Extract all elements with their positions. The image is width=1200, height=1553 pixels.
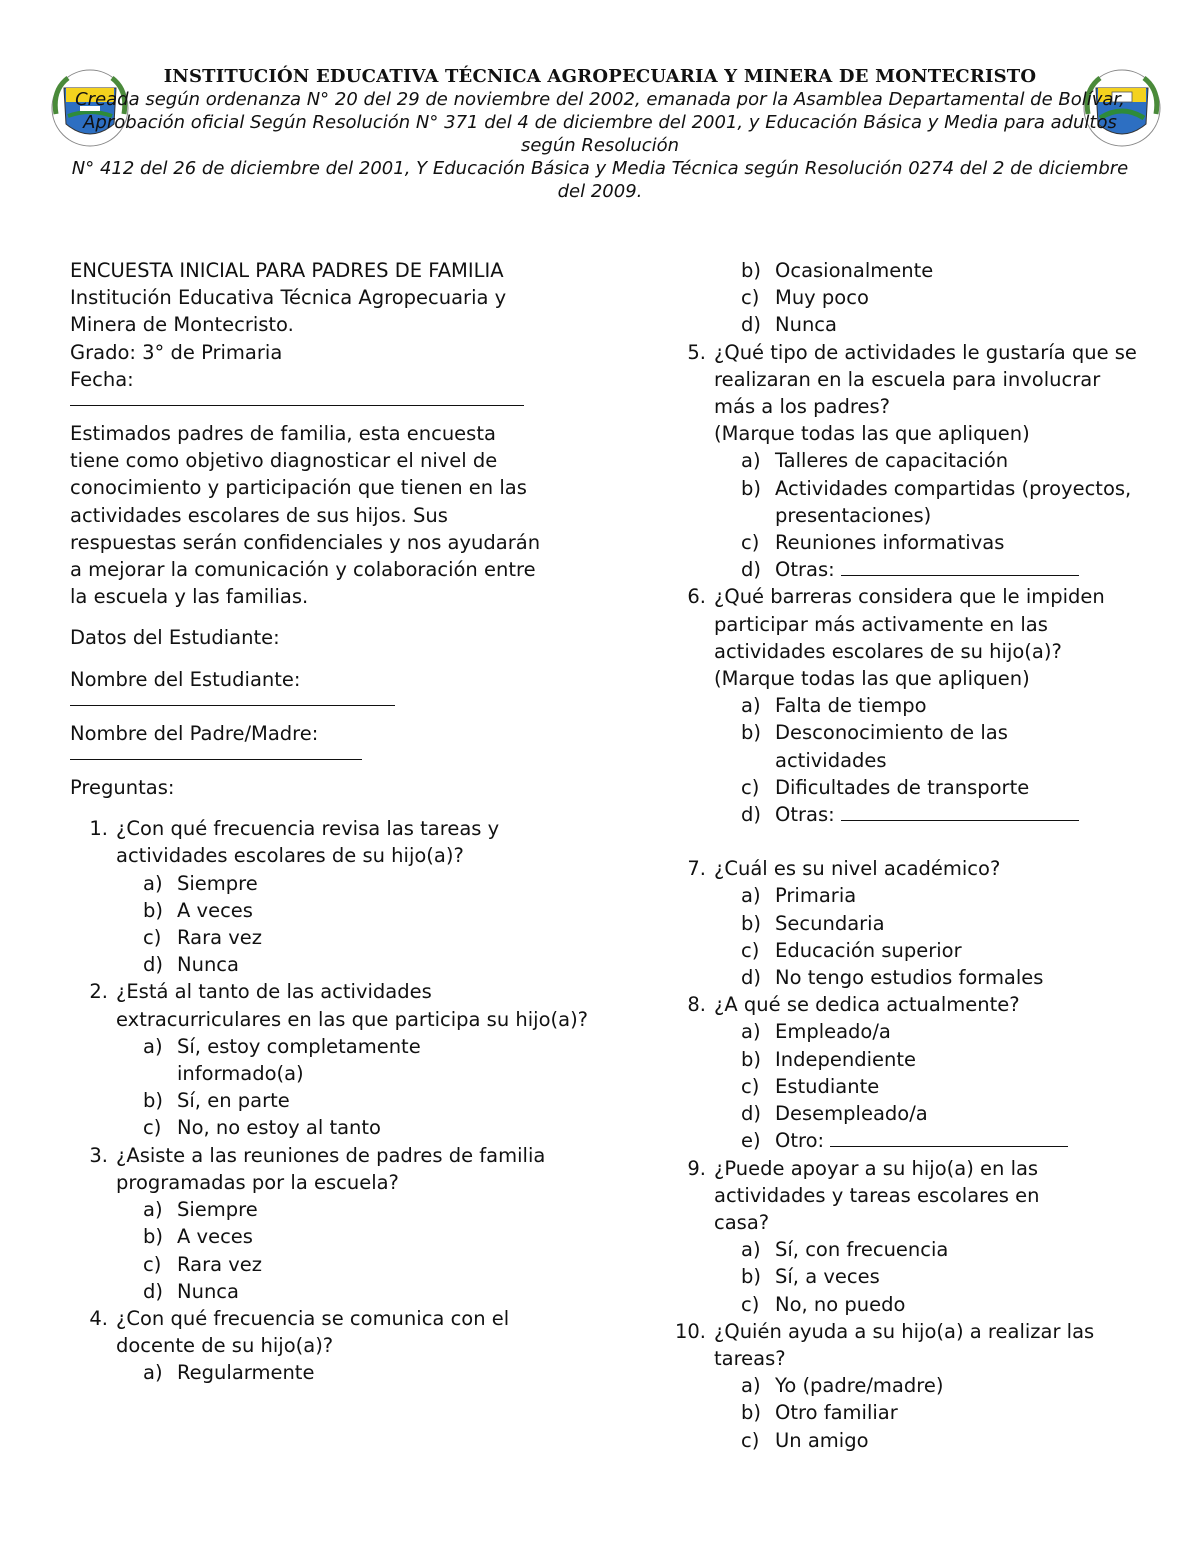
parent-name-blank-line[interactable] [70, 758, 362, 760]
question-number: 1. [89, 817, 108, 841]
survey-title: ENCUESTA INICIAL PARA PADRES DE FAMILIA [70, 259, 504, 282]
answer-option[interactable]: a) Falta de tiempo [741, 694, 927, 718]
header-approval-line: Aprobación oficial Según Resolución N° 371 del 4 de diciembre del 2001, y Educación Básica y Media para adultos según Resolución [83, 112, 1117, 156]
question-number: 2. [89, 980, 108, 1004]
grade-line: Grado: 3° de Primaria [70, 340, 283, 364]
answer-option[interactable]: b) Actividades compartidas (proyectos, presentaciones) [741, 476, 1132, 527]
answer-option[interactable]: d) Desempleado/a [741, 1102, 928, 1126]
answer-option[interactable]: b) A veces [143, 898, 253, 922]
answer-option[interactable]: b) A veces [143, 1225, 253, 1249]
student-data-label: Datos del Estudiante: [70, 626, 280, 650]
question-text: ¿Qué barreras considera que le impiden participar más activamente en las actividades escolares de su hijo(a)? [714, 585, 1105, 663]
answer-option[interactable]: c) Reuniones informativas [741, 531, 1005, 555]
left-column [70, 257, 590, 1387]
question-number: 8. [687, 993, 706, 1017]
answer-option[interactable]: b) Independiente [741, 1047, 917, 1071]
answer-option[interactable]: a) Siempre [143, 871, 258, 895]
answer-option[interactable]: d) Nunca [143, 953, 239, 977]
answer-option[interactable]: c) Rara vez [143, 926, 263, 950]
answer-option[interactable]: c) No, no puedo [741, 1292, 906, 1316]
header-creation-line: Creada según ordenanza N° 20 del 29 de noviembre del 2002, emanada por la Asamblea Departamental de Bolívar, [75, 89, 1125, 110]
answer-option[interactable]: c) Educación superior [741, 938, 962, 962]
intro-paragraph: Estimados padres de familia, esta encuesta tiene como objetivo diagnosticar el nivel de conocimiento y participación que tienen en las actividades escolares de sus hijos. Sus respuestas serán confidenciales y nos ayudarán a mejorar la comunicación y colaboración entre la escuela y las familias. [70, 422, 541, 609]
question-number: 3. [89, 1143, 108, 1167]
answer-option[interactable]: a) Primaria [741, 884, 857, 908]
answer-option[interactable]: b) Ocasionalmente [741, 259, 934, 282]
answer-option[interactable]: c) Estudiante [741, 1074, 880, 1098]
answer-option[interactable]: b) Secundaria [741, 911, 885, 935]
question-text: ¿Con qué frecuencia revisa las tareas y actividades escolares de su hijo(a)? [116, 817, 500, 868]
question-6 [668, 583, 1138, 828]
question-number: 6. [687, 585, 706, 609]
question-number: 10. [674, 1319, 706, 1343]
answer-option[interactable]: e) Otro: [741, 1127, 1138, 1154]
answer-option[interactable]: a) Empleado/a [741, 1020, 891, 1044]
question-number: 7. [687, 857, 706, 881]
question-note: (Marque todas las que apliquen) [714, 422, 1030, 446]
question-text: ¿Está al tanto de las actividades extracurriculares en las que participa su hijo(a)? [116, 980, 589, 1031]
question-2 [70, 978, 590, 1141]
question-number: 5. [687, 340, 706, 364]
answer-option[interactable]: a) Sí, estoy completamente informado(a) [143, 1034, 421, 1086]
question-4 [70, 1305, 590, 1387]
question-7 [668, 855, 1138, 991]
question-number: 4. [89, 1306, 108, 1330]
answer-option[interactable]: a) Siempre [143, 1198, 258, 1222]
answer-option[interactable]: c) Rara vez [143, 1252, 263, 1276]
answer-option[interactable]: b) Otro familiar [741, 1401, 898, 1425]
question-9 [668, 1155, 1138, 1318]
answer-option[interactable]: d) No tengo estudios formales [741, 966, 1044, 990]
question-note: (Marque todas las que apliquen) [714, 667, 1030, 691]
question-text: ¿Qué tipo de actividades le gustaría que se realizaran en la escuela para involucrar más a los padres? [714, 340, 1137, 419]
answer-option[interactable]: c) No, no estoy al tanto [143, 1116, 381, 1140]
question-10 [668, 1318, 1138, 1454]
question-3 [70, 1142, 590, 1305]
question-text: ¿Con qué frecuencia se comunica con el docente de su hijo(a)? [116, 1306, 510, 1358]
other-blank-line[interactable] [830, 1128, 1068, 1147]
answer-option[interactable]: a) Yo (padre/madre) [741, 1374, 944, 1398]
question-text: ¿Asiste a las reuniones de padres de familia programadas por la escuela? [116, 1143, 546, 1194]
student-name-label: Nombre del Estudiante: [70, 667, 301, 691]
question-1 [70, 815, 590, 978]
document-header [0, 66, 1200, 203]
answer-option[interactable]: d) Otras: [741, 556, 1138, 583]
answer-option[interactable]: c) Dificultades de transporte [741, 775, 1030, 799]
answer-option[interactable]: c) Un amigo [741, 1428, 869, 1452]
question-5 [668, 339, 1138, 584]
question-text: ¿Cuál es su nivel académico? [714, 857, 1001, 881]
question-text: ¿Puede apoyar a su hijo(a) en las actividades y tareas escolares en casa? [714, 1156, 1040, 1234]
header-resolution-line: N° 412 del 26 de diciembre del 2001, Y Educación Básica y Media Técnica según Resolución 0274 del 2 de diciembre del 2009. [71, 158, 1129, 202]
answer-option[interactable]: b) Sí, a veces [741, 1265, 880, 1289]
question-8 [668, 991, 1138, 1154]
date-blank-line[interactable] [70, 404, 524, 406]
answer-option[interactable]: d) Nunca [143, 1279, 239, 1303]
answer-option[interactable]: b) Sí, en parte [143, 1089, 290, 1113]
student-name-blank-line[interactable] [70, 704, 395, 706]
answer-option[interactable]: c) Muy poco [741, 286, 869, 310]
parent-name-label: Nombre del Padre/Madre: [70, 721, 319, 745]
other-blank-line[interactable] [841, 557, 1079, 576]
question-text: ¿A qué se dedica actualmente? [714, 993, 1020, 1017]
answer-option[interactable]: a) Regularmente [143, 1361, 315, 1385]
question-text: ¿Quién ayuda a su hijo(a) a realizar las tareas? [714, 1319, 1095, 1370]
other-blank-line[interactable] [841, 802, 1079, 821]
answer-option[interactable]: b) Desconocimiento de las actividades [741, 721, 1008, 772]
questions-label: Preguntas: [70, 776, 175, 800]
answer-option[interactable]: d) Otras: [741, 801, 1138, 828]
question-4-continued [668, 257, 1138, 339]
institution-title: INSTITUCIÓN EDUCATIVA TÉCNICA AGROPECUARIA Y MINERA DE MONTECRISTO [163, 66, 1037, 87]
institution-line: Institución Educativa Técnica Agropecuaria y Minera de Montecristo. [70, 286, 507, 337]
answer-option[interactable]: a) Sí, con frecuencia [741, 1238, 949, 1262]
answer-option[interactable]: a) Talleres de capacitación [741, 449, 1009, 473]
question-number: 9. [687, 1156, 706, 1180]
right-column [668, 257, 1138, 1454]
answer-option[interactable]: d) Nunca [741, 313, 837, 337]
date-label: Fecha: [70, 367, 134, 391]
